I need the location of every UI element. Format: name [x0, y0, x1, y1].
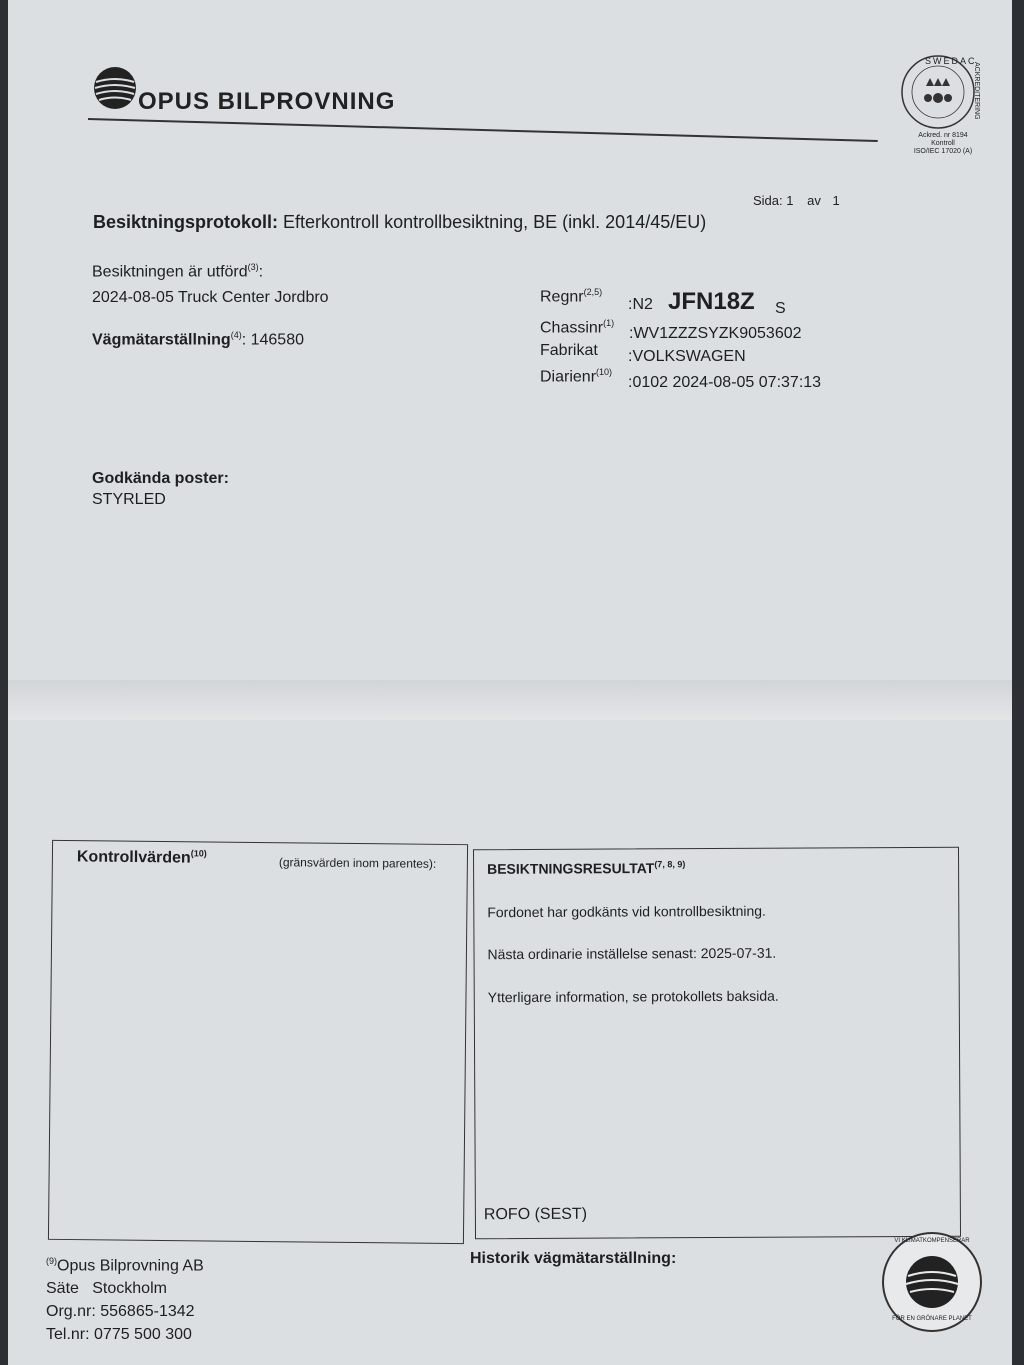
result-footer-code: ROFO (SEST): [483, 1205, 588, 1224]
company-name-row: [46, 1250, 204, 1277]
opus-logo-icon: [93, 66, 137, 110]
make-label: Fabrikat: [540, 342, 598, 359]
result-label: BESIKTNINGSRESULTAT: [487, 859, 655, 877]
control-values-sup: (10): [190, 848, 207, 859]
regnr-row: [540, 287, 602, 306]
regnr-value: JFN18Z: [668, 288, 755, 315]
climate-bottom-text: FÖR EN GRÖNARE PLANET: [892, 1316, 972, 1322]
seal-top-text: SWEDAC: [925, 56, 977, 66]
odometer-sup: (4): [230, 330, 242, 340]
approved-item: STYRLED: [92, 491, 166, 508]
diary-label: Diarienr: [540, 368, 597, 386]
protocol-sheet: [8, 0, 1012, 1365]
regnr-sup: (2,5): [583, 287, 603, 297]
performed-colon: :: [258, 263, 264, 281]
make-value: :VOLKSWAGEN: [628, 348, 746, 365]
control-values-box: [48, 840, 468, 1244]
result-line-2: Nästa ordinarie inställelse senast: 2025-07-31.: [487, 944, 777, 963]
company-footer: [46, 1250, 204, 1346]
company-name: Opus Bilprovning AB: [57, 1257, 204, 1275]
control-values-label: Kontrollvärden: [76, 848, 191, 867]
company-sup: (9): [46, 1256, 57, 1266]
seal-line-2: Kontroll: [931, 140, 955, 147]
result-box: [473, 847, 961, 1240]
performed-label: Besiktningen är utförd: [92, 263, 248, 281]
climate-top-text: VI KLIMATKOMPENSERAR: [894, 1238, 970, 1244]
result-line-1: Fordonet har godkänts vid kontrollbesiktning.: [487, 902, 766, 921]
result-line-3: Ytterligare information, se protokollets baksida.: [487, 987, 779, 1006]
chassis-value: :WV1ZZZSYZK9053602: [629, 325, 802, 342]
company-org: Org.nr: 556865-1342: [46, 1303, 195, 1321]
paper-fold: [8, 680, 1012, 720]
chassis-label-row: [540, 318, 614, 337]
regnr-label: Regnr: [540, 288, 584, 306]
performed-value: 2024-08-05 Truck Center Jordbro: [92, 289, 329, 306]
page-counter: [753, 193, 840, 208]
page-total: 1: [832, 193, 840, 208]
regnr-class: :N2: [628, 296, 653, 313]
company-logo-text: OPUS BILPROVNING: [138, 88, 396, 115]
control-values-label-row: [77, 847, 207, 868]
company-tel: Tel.nr: 0775 500 300: [46, 1326, 192, 1344]
page-of: av: [807, 193, 821, 208]
odometer-label: Vägmätarställning: [92, 331, 231, 349]
seal-info: [903, 132, 983, 156]
climate-badge: [882, 1232, 982, 1332]
diary-label-row: [540, 367, 612, 386]
page-label: Sida:: [753, 193, 783, 208]
chassis-label: Chassinr: [540, 319, 604, 337]
company-seat: Säte Stockholm: [46, 1280, 167, 1298]
seal-line-1: Ackred. nr 8194: [918, 132, 968, 139]
header-divider: [88, 118, 878, 142]
protocol-title-value: Efterkontroll kontrollbesiktning, BE (inkl. 2014/45/EU): [283, 212, 707, 232]
seal-ring-text: ACKREDITERING: [973, 62, 980, 120]
chassis-sup: (1): [603, 318, 615, 328]
approved-label: Godkända poster:: [92, 470, 229, 487]
seal-line-3: ISO/IEC 17020 (A): [913, 148, 973, 155]
odometer-colon: :: [241, 331, 247, 349]
limits-note: (gränsvärden inom parentes):: [278, 855, 437, 871]
diary-value: :0102 2024-08-05 07:37:13: [628, 374, 822, 391]
odometer-row: [92, 330, 304, 349]
page-current: 1: [786, 193, 794, 208]
result-label-row: [487, 859, 685, 877]
regnr-suffix: S: [775, 300, 786, 317]
protocol-title: [93, 212, 706, 233]
performed-label-row: [92, 262, 263, 281]
history-label: Historik vägmätarställning:: [470, 1250, 677, 1267]
diary-sup: (10): [596, 367, 613, 377]
result-sup: (7, 8, 9): [654, 859, 686, 870]
protocol-title-label: Besiktningsprotokoll:: [93, 212, 279, 232]
odometer-value: 146580: [250, 331, 304, 349]
performed-sup: (3): [247, 262, 259, 272]
